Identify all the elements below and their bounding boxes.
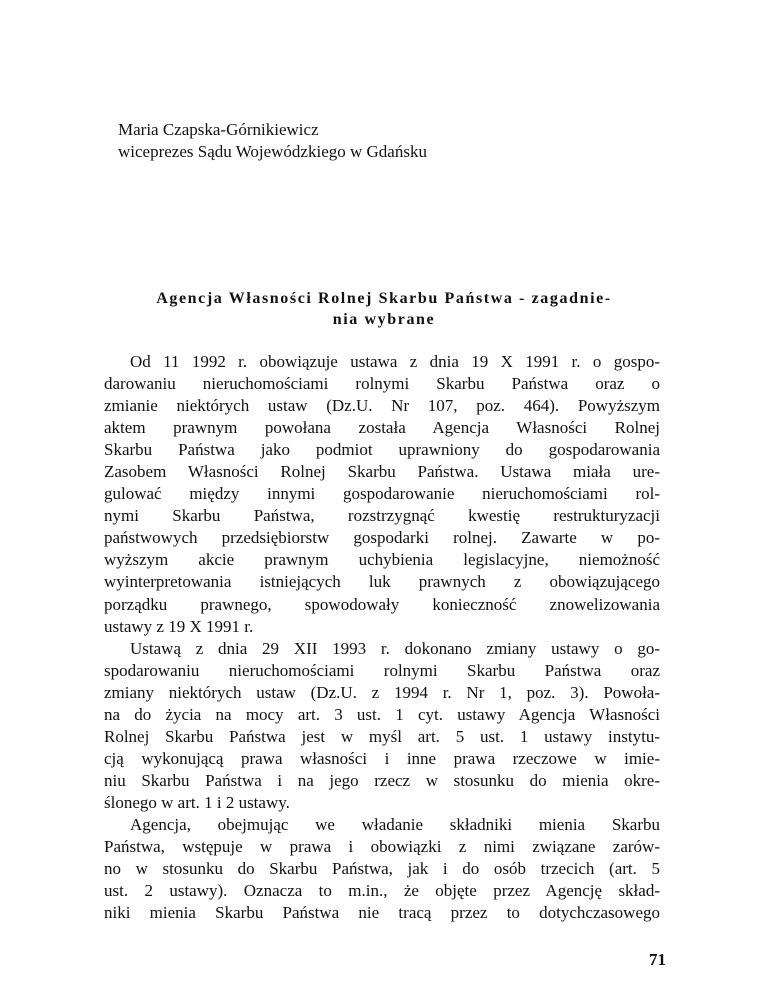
author-name: Maria Czapska-Górnikiewicz xyxy=(118,120,319,139)
author-block xyxy=(118,119,427,163)
article-title xyxy=(104,288,664,330)
body-line: Państwa, wstępuje w prawa i obowiązki z nimi związane zarów- xyxy=(104,837,660,857)
body-line: no w stosunku do Skarbu Państwa, jak i do osób trzecich (art. 5 xyxy=(104,859,660,879)
body-line: wyższym akcie prawnym uchybienia legislacyjne, niemożność xyxy=(104,550,660,570)
body-line: Rolnej Skarbu Państwa jest w myśl art. 5 ust. 1 ustawy instytu- xyxy=(104,726,660,746)
body-line: Skarbu Państwa jako podmiot uprawniony do gospodarowania xyxy=(104,440,660,460)
body-line: cją wykonującą prawa własności i inne prawa rzeczowe w imie- xyxy=(104,748,660,768)
body-line: zmianie niektórych ustaw (Dz.U. Nr 107, poz. 464). Powyższym xyxy=(104,396,660,416)
body-line: ust. 2 ustawy). Oznacza to m.in., że objęte przez Agencję skład- xyxy=(104,881,660,901)
body-line: spodarowaniu nieruchomościami rolnymi Skarbu Państwa oraz xyxy=(104,660,660,680)
body-line: gulować między innymi gospodarowanie nieruchomościami rol- xyxy=(104,484,660,504)
page-number: 71 xyxy=(649,950,666,969)
article-title-line: Agencja Własności Rolnej Skarbu Państwa - zagadnie- xyxy=(156,290,612,307)
body-line: Od 11 1992 r. obowiązuje ustawa z dnia 19 X 1991 r. o gospo- xyxy=(130,352,660,371)
body-line: państwowych przedsiębiorstw gospodarki rolnej. Zawarte w po- xyxy=(104,528,660,548)
body-line: ślonego w art. 1 i 2 ustawy. xyxy=(104,792,290,812)
body-line: nymi Skarbu Państwa, rozstrzygnąć kwestię restrukturyzacji xyxy=(104,506,660,526)
author-position: wiceprezes Sądu Wojewódzkiego w Gdańsku xyxy=(118,142,427,161)
body-line: na do życia na mocy art. 3 ust. 1 cyt. ustawy Agencja Własności xyxy=(104,704,660,724)
body-line: wyinterpretowania istniejących luk prawnych z obowiązującego xyxy=(104,572,660,592)
article-title-line: nia wybrane xyxy=(332,311,436,328)
article-body xyxy=(104,351,660,924)
body-line: aktem prawnym powołana została Agencja Własności Rolnej xyxy=(104,418,660,438)
body-line: niki mienia Skarbu Państwa nie tracą przez to dotychczasowego xyxy=(104,903,660,923)
body-line: Ustawą z dnia 29 XII 1993 r. dokonano zmiany ustawy o go- xyxy=(130,638,660,658)
body-line: niu Skarbu Państwa i na jego rzecz w stosunku do mienia okre- xyxy=(104,770,660,790)
body-line: ustawy z 19 X 1991 r. xyxy=(104,616,254,636)
body-line: Zasobem Własności Rolnej Skarbu Państwa. Ustawa miała ure- xyxy=(104,462,660,482)
body-line: darowaniu nieruchomościami rolnymi Skarbu Państwa oraz o xyxy=(104,374,660,394)
body-line: porządku prawnego, spowodowały konieczność znowelizowania xyxy=(104,594,660,614)
body-line: zmiany niektórych ustaw (Dz.U. z 1994 r. Nr 1, poz. 3). Powoła- xyxy=(104,682,660,702)
body-line: Agencja, obejmując we władanie składniki mienia Skarbu xyxy=(130,814,660,834)
